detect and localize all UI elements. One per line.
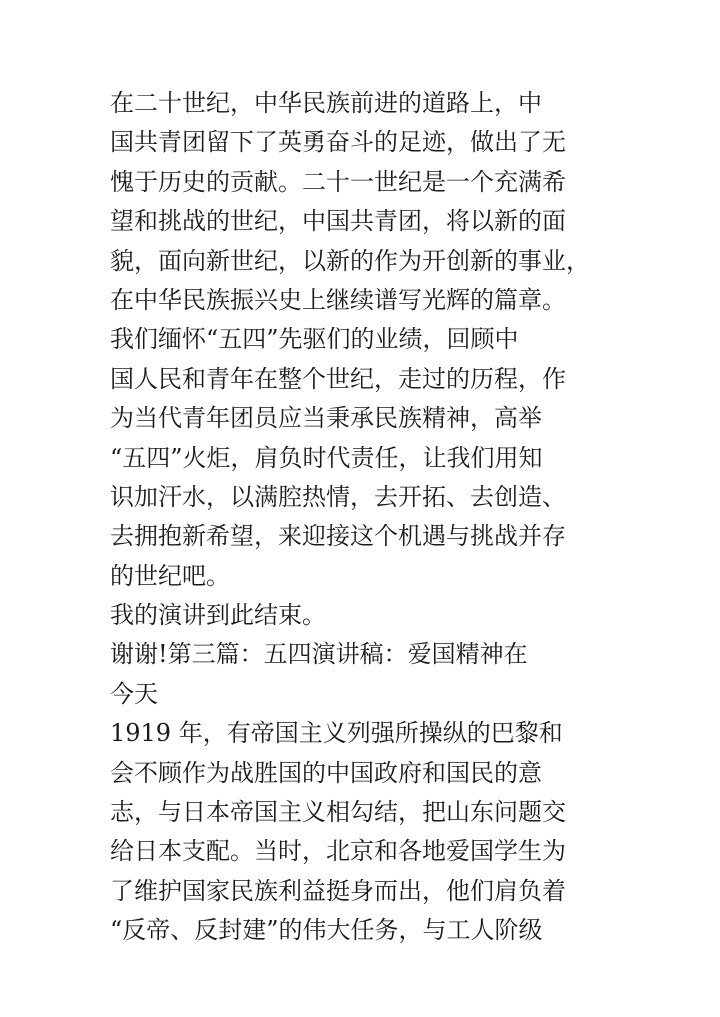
text-line: 望和挑战的世纪，中国共青团，将以新的面 (110, 207, 566, 236)
document-body (110, 84, 630, 951)
text-line: 为当代青年团员应当秉承民族精神，高举 (110, 404, 542, 433)
text-line: 在中华民族振兴史上继续谱写光辉的篇章。 (110, 285, 566, 314)
text-line: 给日本支配。当时，北京和各地爱国学生为 (110, 837, 566, 866)
text-line: 我们缅怀“五四”先驱们的业绩，回顾中 (110, 325, 519, 354)
text-line: 我的演讲到此结束。 (110, 601, 326, 630)
text-line: 去拥抱新希望，来迎接这个机遇与挑战并存 (110, 522, 566, 551)
text-line: 在二十世纪，中华民族前进的道路上，中 (110, 89, 542, 117)
text-line: 愧于历史的贡献。二十一世纪是一个充满希 (110, 167, 566, 196)
text-line: 志，与日本帝国主义相勾结，把山东问题交 (110, 798, 566, 827)
text-line: 了维护国家民族利益挺身而出，他们肩负着 (110, 876, 566, 905)
text-line: 1919 年，有帝国主义列强所操纵的巴黎和 (110, 719, 563, 748)
text-line: 会不顾作为战胜国的中国政府和国民的意 (110, 758, 542, 787)
text-line: 国人民和青年在整个世纪，走过的历程，作 (110, 364, 566, 393)
text-line: 今天 (110, 679, 158, 708)
text-line: 貌，面向新世纪，以新的作为开创新的事业， (110, 246, 590, 275)
text-line: “五四”火炬，肩负时代责任，让我们用知 (110, 443, 543, 472)
text-line: “反帝、反封建”的伟大任务，与工人阶级 (110, 916, 543, 945)
text-line: 国共青团留下了英勇奋斗的足迹，做出了无 (110, 128, 566, 157)
text-line: 识加汗水，以满腔热情，去开拓、去创造、 (110, 482, 566, 511)
text-line: 的世纪吧。 (110, 561, 230, 590)
text-line: 谢谢!第三篇：五四演讲稿：爱国精神在 (110, 640, 528, 669)
